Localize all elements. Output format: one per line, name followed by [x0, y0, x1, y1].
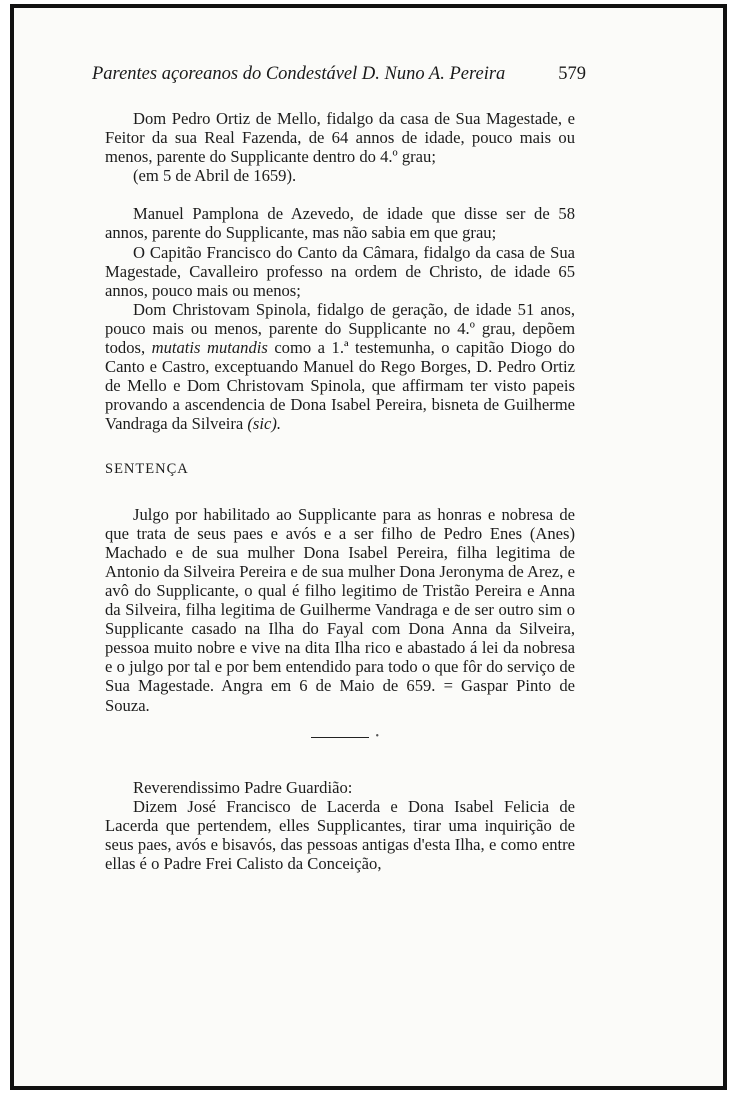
document-body	[105, 109, 575, 873]
paragraph-sentence: Julgo por habilitado ao Supplicante para as honras e nobresa de que trata de seus paes e avós e a ser filho de Pedro Enes (Anes) Machado e de sua mulher Dona Isabel Pereira, filha legitima de Antonio da Silveira Pereira e de sua mulher Dona Jeronyma de Arez, e avô do Supplicante, o qual é filho legitimo de Tristão Pereira e Anna da Silveira, filha legitima de Guilherme Vandraga e de ser outro sim o Supplicante casado na Ilha do Fayal com Dona Anna da Silveira, pessoa muito nobre e vive na dita Ilha rico e abastado á lei da nobresa e o julgo por tal e por bem entendido para todo o que fôr do serviço de Sua Magestade. Angra em 6 de Maio de 659. = Gaspar Pinto de Souza.	[105, 504, 575, 715]
running-title: Parentes açoreanos do Condestável D. Nuno A. Pereira	[92, 64, 506, 84]
section-heading: SENTENÇA	[105, 460, 189, 477]
paragraph-petition: Dizem José Francisco de Lacerda e Dona Isabel Felicia de Lacerda que pertendem, elles Supplicantes, tirar uma inquirição de seus paes, avós e bisavós, das pessoas antigas d'esta Ilha, e como entre ellas é o Padre Frei Calisto da Conceição,	[105, 796, 575, 873]
page-number: 579	[558, 64, 586, 84]
paragraph-salutation: Reverendissimo Padre Guardião:	[133, 777, 353, 797]
italic-phrase: mutatis mutandis	[151, 338, 268, 358]
paragraph-witness-4	[105, 300, 575, 434]
running-header	[92, 64, 586, 85]
paragraph-witness-3: O Capitão Francisco do Canto da Câmara, fidalgo da casa de Sua Magestade, Cavalleiro professo na ordem de Christo, de idade 65 annos, pouco mais ou menos;	[105, 242, 575, 300]
paragraph-date: (em 5 de Abril de 1659).	[133, 166, 297, 186]
paragraph-witness-1: Dom Pedro Ortiz de Mello, fidalgo da casa de Sua Magestade, e Feitor da sua Real Fazenda, de 64 annos de idade, pouco mais ou menos, parente do Supplicante dentro do 4.º grau;	[105, 109, 575, 167]
witness-4-text-b: como a 1.ª testemunha, o capitão Diogo do Canto e Castro, exceptuando Manuel do Rego Borges, D. Pedro Ortiz de Mello e Dom Christovam Spinola, que affirmam ter visto papeis provando a ascendencia de Dona Isabel Pereira, bisneta de Guilherme Vandraga da Silveira	[105, 338, 575, 434]
section-divider	[311, 737, 369, 738]
page-content	[14, 8, 723, 1086]
witness-4-text-a: Dom Christovam Spinola, fidalgo de geração, de idade 51 anos, pouco mais ou menos, parente do Supplicante no 4.º grau, depõem todos,	[105, 299, 575, 358]
italic-sic: (sic).	[247, 414, 282, 434]
page-frame	[10, 4, 727, 1090]
paragraph-witness-2: Manuel Pamplona de Azevedo, de idade que disse ser de 58 annos, parente do Supplicante, mas não sabia em que grau;	[105, 204, 575, 243]
